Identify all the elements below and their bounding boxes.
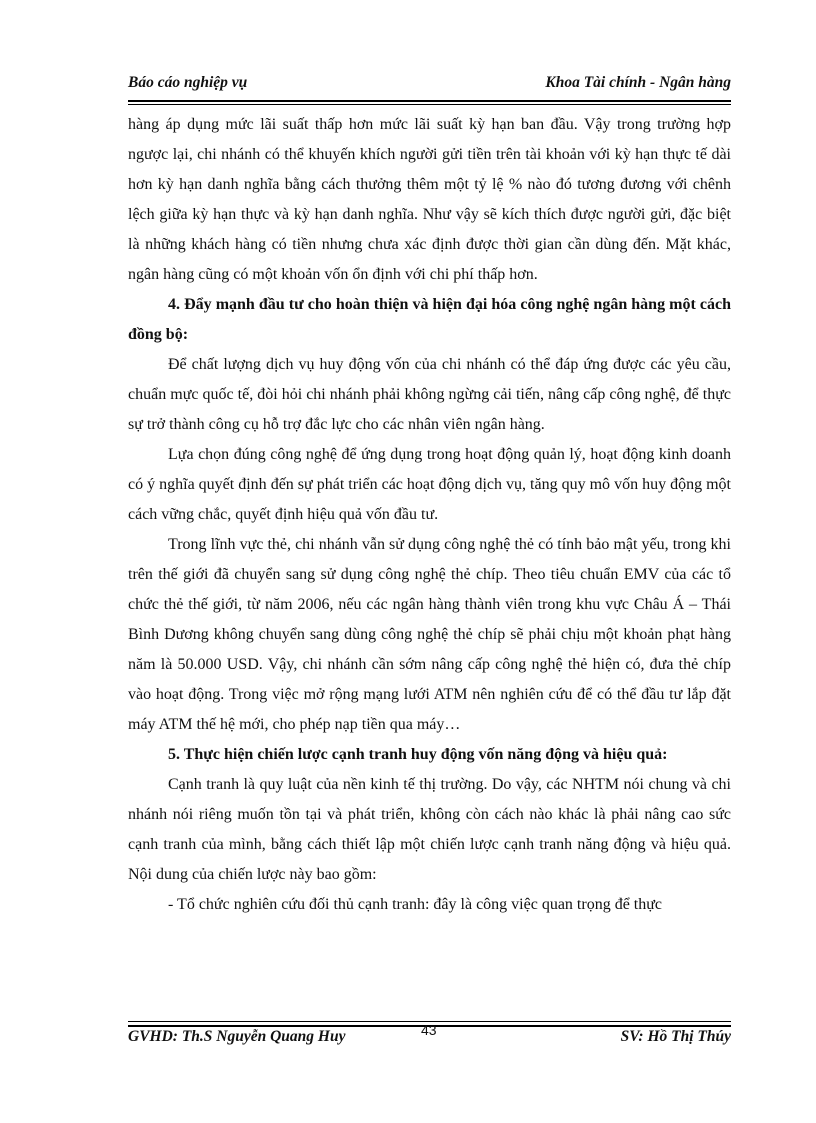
page-footer	[128, 1022, 731, 1054]
paragraph: Cạnh tranh là quy luật của nền kinh tế thị trường. Do vậy, các NHTM nói chung và chi nhánh nói riêng muốn tồn tại và phát triển, không còn cách nào khác là phải nâng cao sức cạnh tranh của mình, bằng cách thiết lập một chiến lược cạnh tranh năng động và hiệu quả. Nội dung của chiến lược này bao gồm:	[128, 776, 731, 883]
paragraph: Để chất lượng dịch vụ huy động vốn của chi nhánh có thể đáp ứng được các yêu cầu, chuẩn mực quốc tế, đòi hỏi chi nhánh phải không ngừng cải tiến, nâng cấp công nghệ, để thực sự trở thành công cụ hỗ trợ đắc lực cho các nhân viên ngân hàng.	[128, 356, 731, 433]
header-rule-thick	[128, 100, 731, 102]
header-faculty: Khoa Tài chính - Ngân hàng	[545, 74, 731, 91]
paragraph: - Tổ chức nghiên cứu đối thủ cạnh tranh: đây là công việc quan trọng để thực	[168, 896, 663, 913]
page-number: 43	[421, 1022, 437, 1038]
paragraph: Trong lĩnh vực thẻ, chi nhánh vẫn sử dụng công nghệ thẻ có tính bảo mật yếu, trong khi trên thế giới đã chuyển sang sử dụng công nghệ thẻ chíp. Theo tiêu chuẩn EMV của các tổ chức thẻ thế giới, từ năm 2006, nếu các ngân hàng thành viên trong khu vực Châu Á – Thái Bình Dương không chuyển sang dùng công nghệ thẻ chíp sẽ phải chịu một khoản phạt hàng năm là 50.000 USD. Vậy, chi nhánh cần sớm nâng cấp công nghệ thẻ hiện có, đưa thẻ chíp vào hoạt động. Trong việc mở rộng mạng lưới ATM nên nghiên cứu để có thể đầu tư lắp đặt máy ATM thế hệ mới, cho phép nạp tiền qua máy…	[128, 536, 731, 733]
footer-supervisor: GVHD: Th.S Nguyễn Quang Huy	[128, 1028, 346, 1045]
footer-student: SV: Hồ Thị Thúy	[620, 1028, 731, 1045]
header-report-title: Báo cáo nghiệp vụ	[128, 74, 248, 91]
paragraph-continuation: hàng áp dụng mức lãi suất thấp hơn mức lãi suất kỳ hạn ban đầu. Vậy trong trường hợp ngược lại, chi nhánh có thể khuyến khích người gửi tiền trên tài khoản với kỳ hạn thực tế dài hơn kỳ hạn danh nghĩa bằng cách thưởng thêm một tỷ lệ % nào đó tương đương với chênh lệch giữa kỳ hạn thực và kỳ hạn danh nghĩa. Như vậy sẽ kích thích được người gửi, đặc biệt là những khách hàng có tiền nhưng chưa xác định được thời gian cần dùng đến. Mặt khác, ngân hàng cũng có một khoản vốn ổn định với chi phí thấp hơn.	[128, 116, 731, 283]
page-header	[128, 74, 731, 100]
header-rule-thin	[128, 104, 731, 105]
paragraph: Lựa chọn đúng công nghệ để ứng dụng trong hoạt động quản lý, hoạt động kinh doanh có ý nghĩa quyết định đến sự phát triển các hoạt động dịch vụ, tăng quy mô vốn huy động một cách vững chắc, quyết định hiệu quả vốn đầu tư.	[128, 446, 731, 523]
section-heading-4: 4. Đẩy mạnh đầu tư cho hoàn thiện và hiện đại hóa công nghệ ngân hàng một cách đồng bộ:	[128, 296, 731, 343]
section-heading-5: 5. Thực hiện chiến lược cạnh tranh huy động vốn năng động và hiệu quả:	[168, 746, 668, 763]
document-body	[128, 110, 731, 920]
